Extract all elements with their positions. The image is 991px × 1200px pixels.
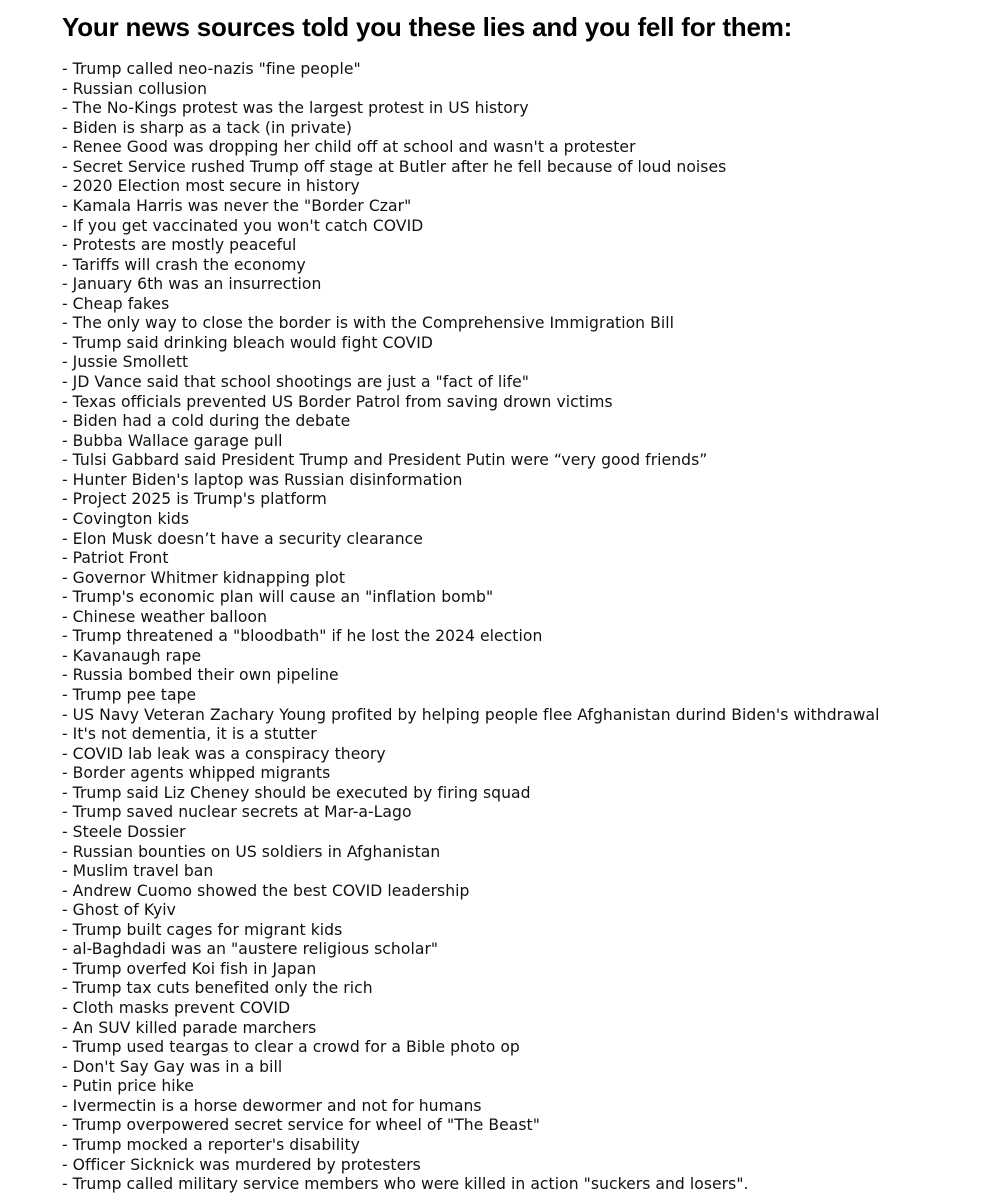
list-item: - Trump tax cuts benefited only the rich xyxy=(62,979,373,998)
list-item: - Tariffs will crash the economy xyxy=(62,255,306,274)
list-item: - US Navy Veteran Zachary Young profited by helping people flee Afghanistan durind Biden's withdrawal xyxy=(62,705,880,724)
list-item: - 2020 Election most secure in history xyxy=(62,177,360,196)
list-item: - Covington kids xyxy=(62,509,190,528)
list-item: - Russian bounties on US soldiers in Afghanistan xyxy=(62,842,441,861)
page-title: Your news sources told you these lies and you fell for them: xyxy=(62,12,793,42)
list-item: - Border agents whipped migrants xyxy=(62,764,331,783)
list-item: - Cheap fakes xyxy=(62,294,170,313)
list-item: - Project 2025 is Trump's platform xyxy=(62,490,327,509)
list-item: - Kavanaugh rape xyxy=(62,646,202,665)
list-item: - Biden had a cold during the debate xyxy=(62,412,351,431)
document xyxy=(62,8,987,1195)
list-item: - Bubba Wallace garage pull xyxy=(62,431,283,450)
list-item: - Secret Service rushed Trump off stage at Butler after he fell because of loud noises xyxy=(62,157,727,176)
list-item: - Trump overpowered secret service for wheel of "The Beast" xyxy=(62,1116,540,1135)
list-item: - Patriot Front xyxy=(62,549,169,568)
list-item: - Russian collusion xyxy=(62,79,208,98)
list-item: - Trump called military service members who were killed in action "suckers and losers". xyxy=(62,1175,749,1194)
list-item: - Hunter Biden's laptop was Russian disinformation xyxy=(62,470,463,489)
list-item: - Trump said drinking bleach would fight COVID xyxy=(62,333,433,352)
list-item: - Renee Good was dropping her child off at school and wasn't a protester xyxy=(62,138,636,157)
list-item: - The No-Kings protest was the largest protest in US history xyxy=(62,99,529,118)
list-item: - Trump threatened a "bloodbath" if he lost the 2024 election xyxy=(62,627,543,646)
list-item: - Russia bombed their own pipeline xyxy=(62,666,339,685)
claims-list xyxy=(62,60,987,1195)
list-item: - Trump overfed Koi fish in Japan xyxy=(62,959,317,978)
list-item: - Muslim travel ban xyxy=(62,862,214,881)
list-item: - Ghost of Kyiv xyxy=(62,901,176,920)
list-item: - Trump used teargas to clear a crowd for a Bible photo op xyxy=(62,1038,520,1057)
list-item: - Elon Musk doesn’t have a security clearance xyxy=(62,529,423,548)
list-item: - If you get vaccinated you won't catch COVID xyxy=(62,216,424,235)
list-item: - Andrew Cuomo showed the best COVID leadership xyxy=(62,881,470,900)
list-item: - Trump pee tape xyxy=(62,686,197,704)
list-item: - Trump said Liz Cheney should be executed by firing squad xyxy=(62,783,531,802)
list-item: - Tulsi Gabbard said President Trump and President Putin were “very good friends” xyxy=(62,451,708,470)
list-item: - January 6th was an insurrection xyxy=(62,275,322,294)
list-item: - Trump called neo-nazis "fine people" xyxy=(62,60,361,78)
list-item: - Steele Dossier xyxy=(62,822,186,841)
list-item: - Jussie Smollett xyxy=(62,353,189,372)
list-item: - Trump built cages for migrant kids xyxy=(62,920,343,939)
list-item: - Governor Whitmer kidnapping plot xyxy=(62,568,346,587)
list-item: - al-Baghdadi was an "austere religious scholar" xyxy=(62,940,439,959)
list-item: - Texas officials prevented US Border Patrol from saving drown victims xyxy=(62,392,613,411)
list-item: - Don't Say Gay was in a bill xyxy=(62,1057,283,1076)
list-item: - Putin price hike xyxy=(62,1077,194,1096)
list-item: - Officer Sicknick was murdered by protesters xyxy=(62,1155,421,1174)
list-item: - Chinese weather balloon xyxy=(62,607,268,626)
list-item: - Trump's economic plan will cause an "inflation bomb" xyxy=(62,588,494,607)
list-item: - Cloth masks prevent COVID xyxy=(62,999,291,1017)
list-item: - Trump mocked a reporter's disability xyxy=(62,1135,360,1154)
list-item: - The only way to close the border is with the Comprehensive Immigration Bill xyxy=(62,314,675,333)
list-item: - COVID lab leak was a conspiracy theory xyxy=(62,744,386,763)
list-item: - Biden is sharp as a tack (in private) xyxy=(62,118,352,137)
list-item: - Protests are mostly peaceful xyxy=(62,236,297,255)
list-item: - It's not dementia, it is a stutter xyxy=(62,725,317,744)
list-item: - Kamala Harris was never the "Border Czar" xyxy=(62,196,412,215)
list-item: - Trump saved nuclear secrets at Mar-a-Lago xyxy=(62,803,412,822)
list-item: - An SUV killed parade marchers xyxy=(62,1018,317,1037)
list-item: - Ivermectin is a horse dewormer and not for humans xyxy=(62,1096,482,1115)
list-item: - JD Vance said that school shootings are just a "fact of life" xyxy=(62,373,530,391)
